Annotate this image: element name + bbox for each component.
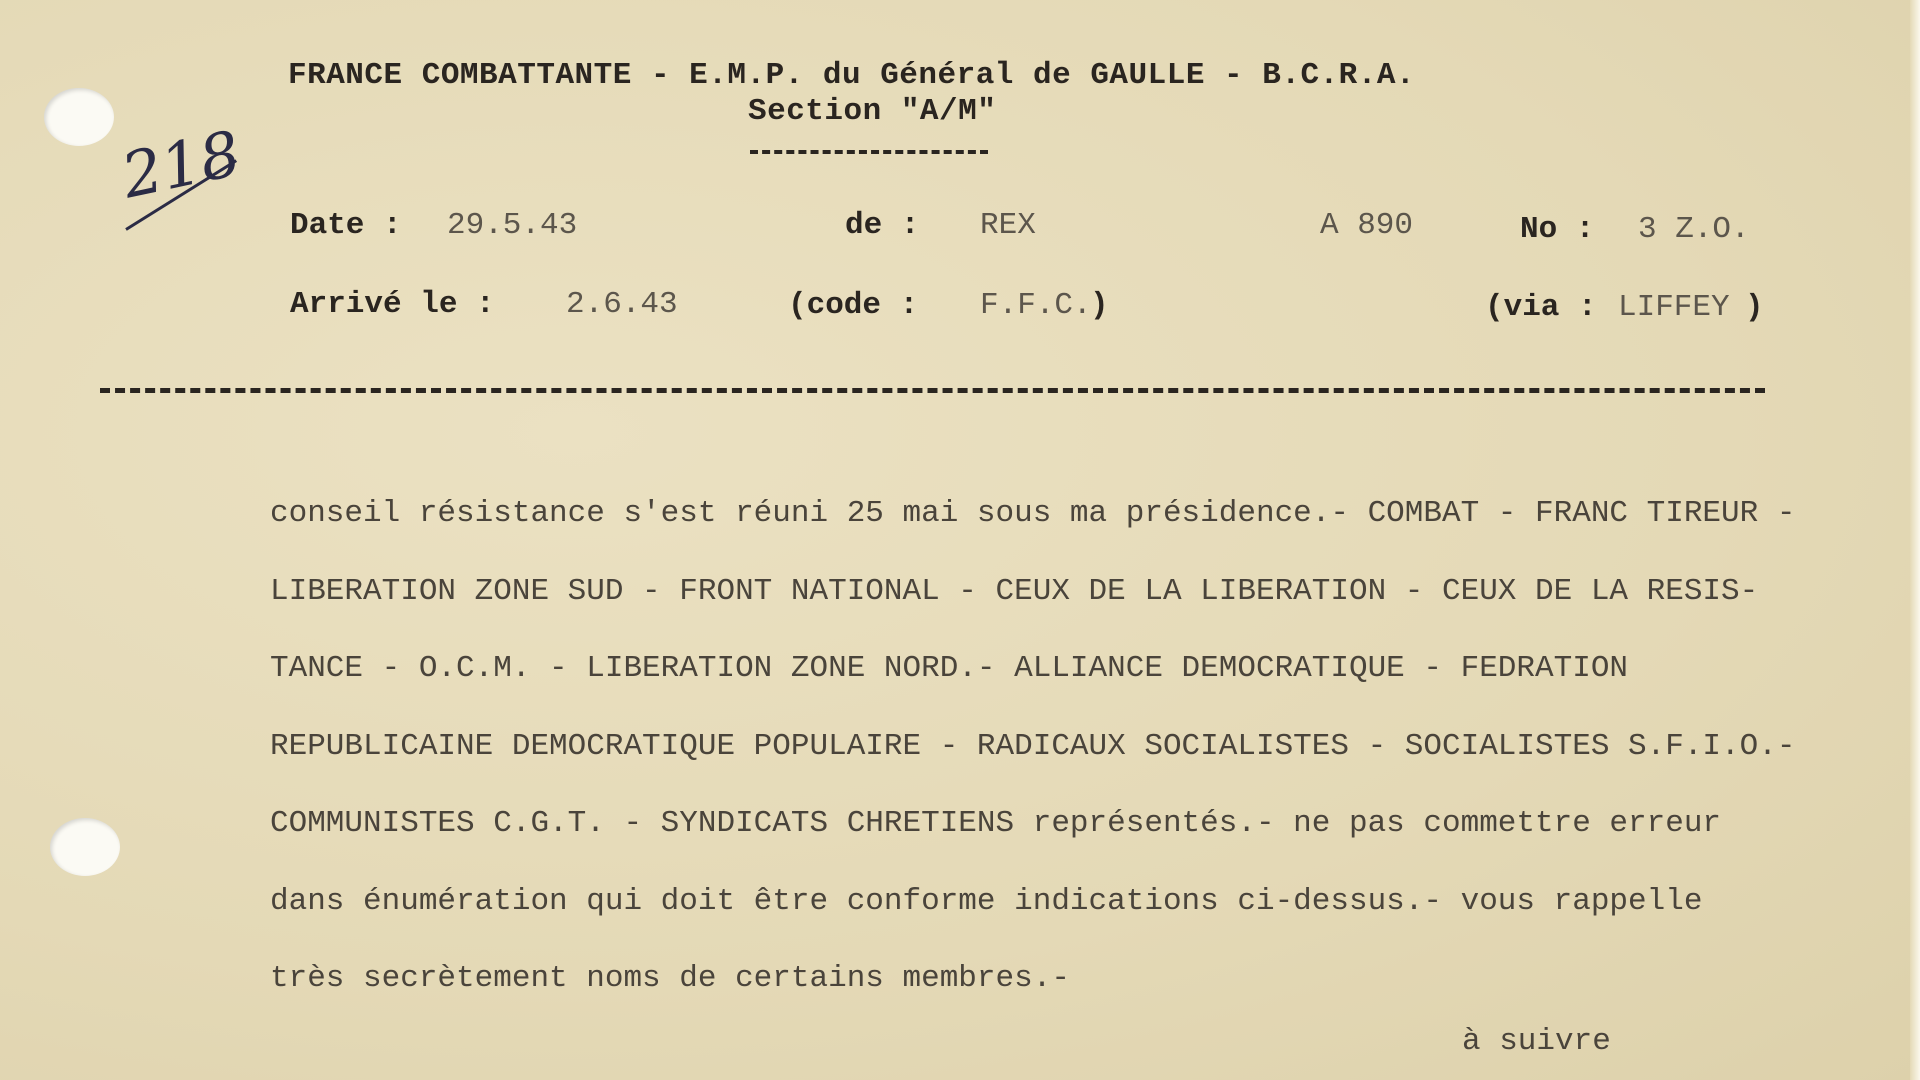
separator-dashed-line bbox=[100, 388, 1765, 393]
message-line: LIBERATION ZONE SUD - FRONT NATIONAL - CEUX DE LA LIBERATION - CEUX DE LA RESIS- bbox=[270, 573, 1759, 609]
punch-hole-top bbox=[44, 88, 114, 146]
sender-value: REX bbox=[980, 208, 1036, 243]
number-label: No : bbox=[1520, 212, 1595, 247]
message-line: très secrètement noms de certains membres.- bbox=[270, 961, 1070, 996]
message-line: dans énumération qui doit être conforme indications ci-dessus.- vous rappelle bbox=[270, 883, 1703, 919]
arrival-label: Arrivé le : bbox=[290, 287, 495, 322]
message-line: REPUBLICAINE DEMOCRATIQUE POPULAIRE - RADICAUX SOCIALISTES - SOCIALISTES S.F.I.O.- bbox=[270, 728, 1796, 764]
code-label: (code : bbox=[788, 288, 919, 323]
via-value: LIFFEY bbox=[1618, 290, 1730, 325]
code-close-paren: ) bbox=[1090, 288, 1109, 323]
header-organization: FRANCE COMBATTANTE - E.M.P. du Général de GAULLE - B.C.R.A. bbox=[288, 58, 1416, 93]
paper-edge bbox=[1910, 0, 1920, 1080]
message-line: COMMUNISTES C.G.T. - SYNDICATS CHRETIENS représentés.- ne pas commettre erreur bbox=[270, 806, 1722, 841]
date-value: 29.5.43 bbox=[447, 208, 578, 243]
message-line: conseil résistance s'est réuni 25 mai sous ma présidence.- COMBAT - FRANC TIREUR - bbox=[270, 496, 1796, 531]
date-label: Date : bbox=[290, 208, 402, 243]
message-line: TANCE - O.C.M. - LIBERATION ZONE NORD.- ALLIANCE DEMOCRATIQUE - FEDRATION bbox=[270, 651, 1629, 686]
message-body bbox=[270, 475, 1910, 1018]
via-label: (via : bbox=[1485, 290, 1597, 325]
header-section: Section "A/M" bbox=[748, 94, 997, 129]
header-underline bbox=[750, 150, 988, 154]
via-close-paren: ) bbox=[1745, 290, 1764, 325]
number-value: 3 Z.O. bbox=[1638, 212, 1750, 247]
sender-label: de : bbox=[845, 208, 920, 243]
code-value: F.F.C. bbox=[980, 288, 1092, 323]
continuation-note: à suivre bbox=[1462, 1024, 1611, 1059]
arrival-value: 2.6.43 bbox=[566, 287, 678, 322]
handwritten-page-number: 218 bbox=[115, 116, 247, 213]
reference-value: A 890 bbox=[1320, 208, 1414, 243]
punch-hole-bottom bbox=[50, 818, 120, 876]
